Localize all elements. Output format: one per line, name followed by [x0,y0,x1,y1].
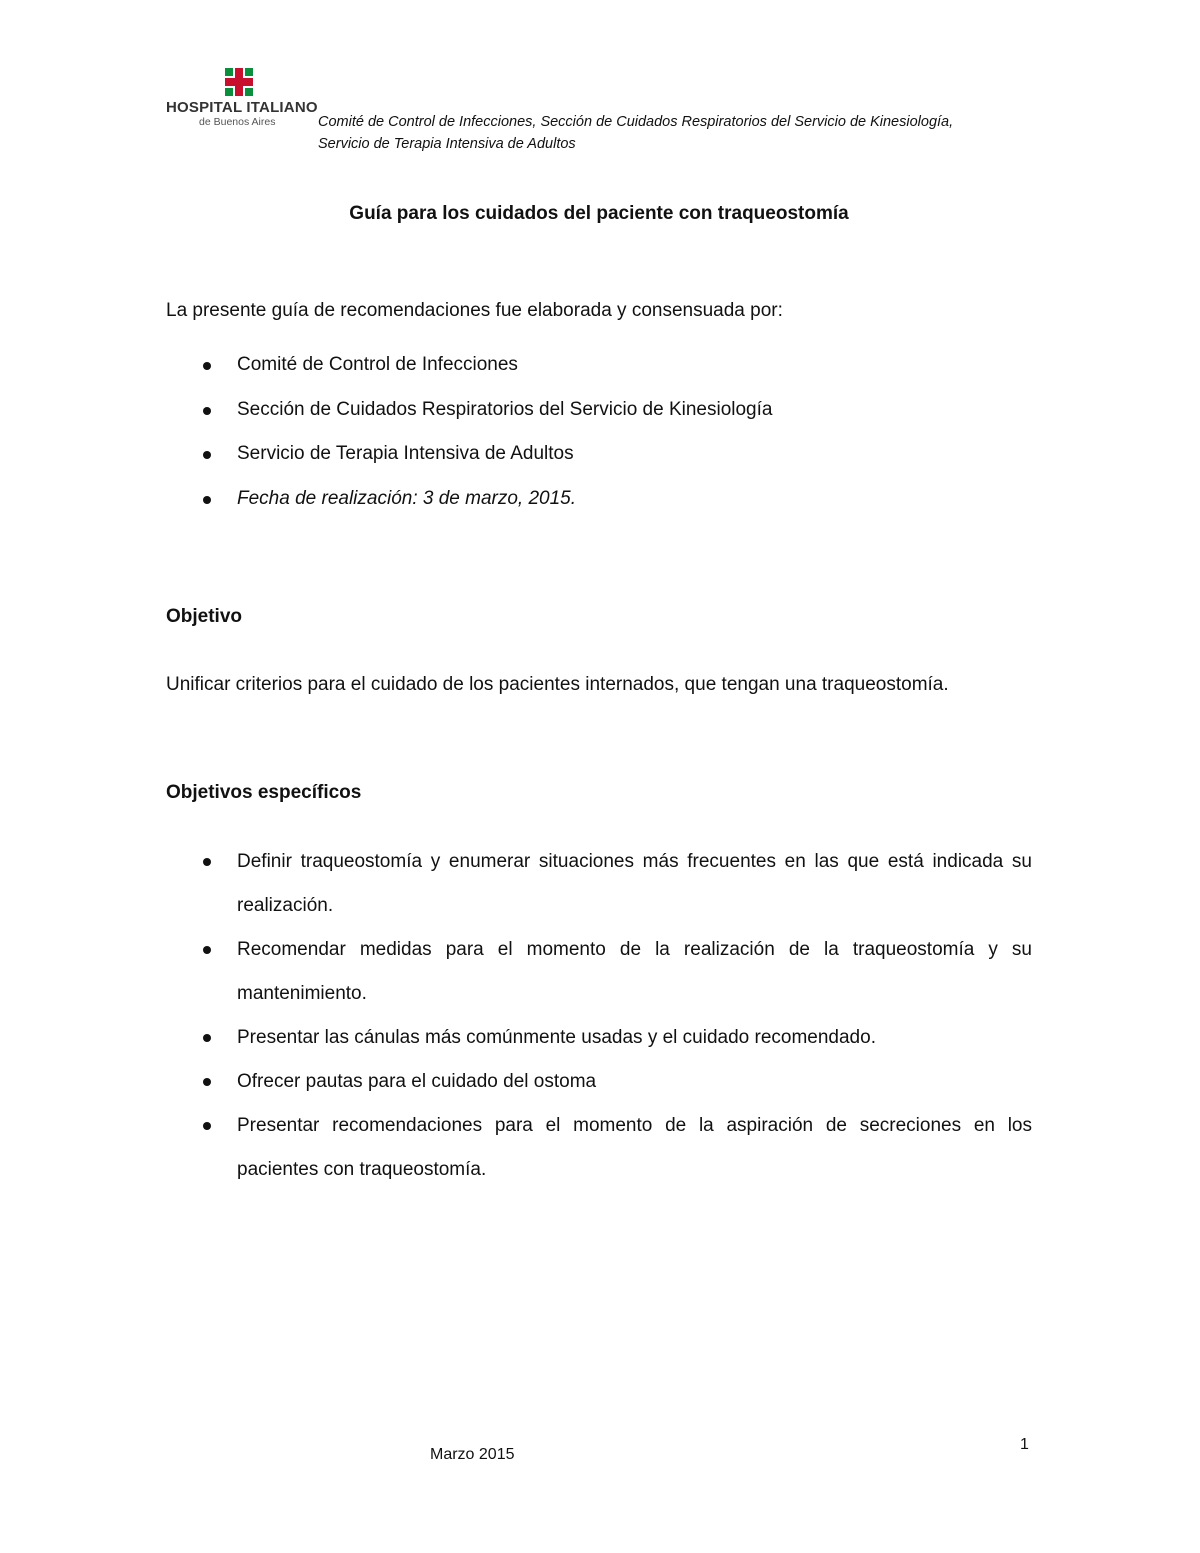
list-item [166,1104,1032,1192]
bullet-icon [203,496,211,504]
list-item [166,352,1032,397]
list-item-text: Comité de Control de Infecciones [237,354,518,375]
bullet-icon [203,451,211,459]
document-title: Guía para los cuidados del paciente con traqueostomía [349,203,849,224]
date-text: Fecha de realización: 3 de marzo, 2015. [237,487,577,509]
list-item [166,1060,1032,1104]
page-number: 1 [1020,1436,1029,1453]
header-text [318,111,1078,155]
list-item-text: Servicio de Terapia Intensiva de Adultos [237,443,574,465]
authors-list [166,352,1032,530]
list-item [166,486,1032,531]
header-line-1: Comité de Control de Infecciones, Sección de Cuidados Respiratorios del Servicio de Kinesiología, [318,114,954,130]
list-item [166,397,1032,442]
list-item [166,928,1032,1016]
logo-subtitle: de Buenos Aires [199,116,276,128]
list-item [166,840,1032,928]
hospital-logo [166,68,316,130]
bullet-icon [203,1122,211,1130]
list-item-text: Presentar las cánulas más comúnmente usadas y el cuidado recomendado. [237,1027,876,1048]
list-item [166,1016,1032,1060]
bullet-icon [203,407,211,415]
intro-text: La presente guía de recomendaciones fue elaborada y consensuada por: [166,300,783,321]
bullet-icon [203,362,211,370]
footer-date: Marzo 2015 [430,1446,515,1463]
list-item-text: Sección de Cuidados Respiratorios del Servicio de Kinesiología [237,398,773,420]
list-item-text: Recomendar medidas para el momento de la realización de la traqueostomía y su mantenimiento. [237,939,1032,1004]
specific-objectives-list [166,840,1032,1192]
logo-name: HOSPITAL ITALIANO [166,99,318,116]
objective-heading: Objetivo [166,606,243,627]
list-item [166,441,1032,486]
bullet-icon [203,858,211,866]
objective-text: Unificar criterios para el cuidado de los pacientes internados, que tengan una traqueostomía. [166,674,949,695]
list-item-text: Presentar recomendaciones para el momento de la aspiración de secreciones en los pacientes con traqueostomía. [237,1115,1032,1180]
bullet-icon [203,1034,211,1042]
list-item-text: Ofrecer pautas para el cuidado del ostoma [237,1071,597,1092]
specific-objectives-heading: Objetivos específicos [166,782,362,803]
bullet-icon [203,1078,211,1086]
header-line-2: Servicio de Terapia Intensiva de Adultos [318,136,576,152]
bullet-icon [203,946,211,954]
hospital-cross-icon [225,68,253,96]
list-item-text: Definir traqueostomía y enumerar situaciones más frecuentes en las que está indicada su realización. [237,851,1032,916]
